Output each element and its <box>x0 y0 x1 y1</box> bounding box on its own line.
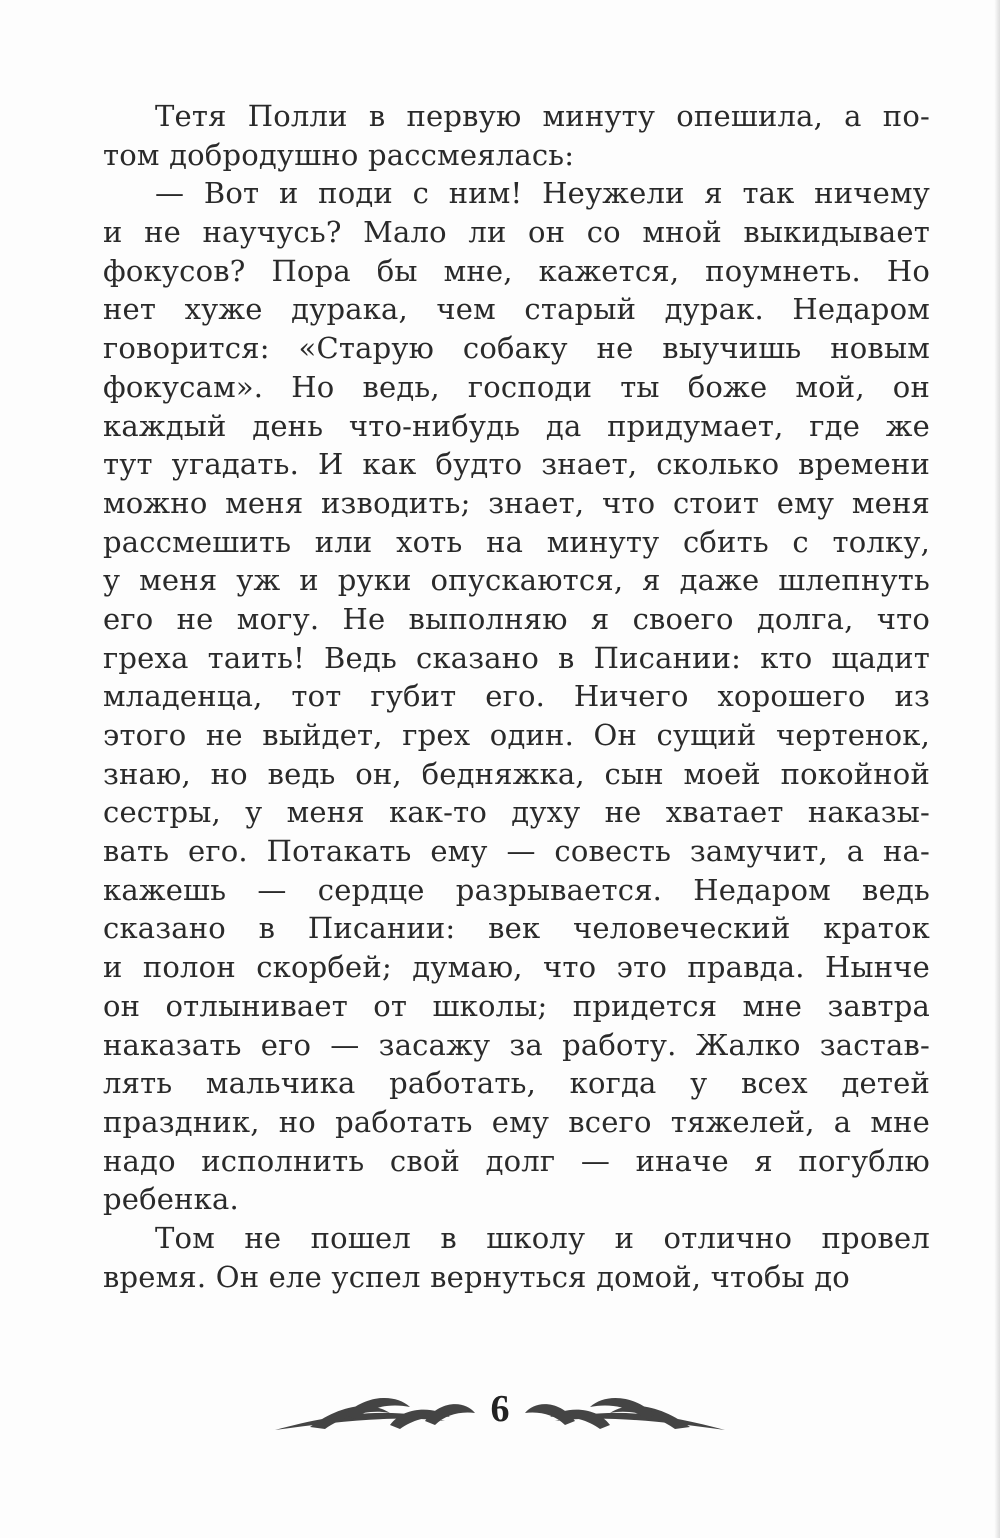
text-line: Том не пошел в школу и отлично провел <box>155 1220 930 1255</box>
text-line: время. Он еле успел вернуться домой, чтобы до <box>103 1259 850 1294</box>
page-footer <box>270 1385 730 1445</box>
page-edge-shadow <box>994 0 1000 1538</box>
text-line: он отлынивает от школы; придется мне завтра <box>103 988 930 1023</box>
text-line: праздник, но работать ему всего тяжелей, а мне <box>103 1104 930 1139</box>
text-line: и полон скорбей; думаю, что это правда. Нынче <box>103 950 930 985</box>
text-line: надо исполнить свой долг — иначе я погублю <box>103 1143 930 1178</box>
text-line: и не научусь? Мало ли он со мной выкидывает <box>103 215 930 250</box>
text-line: знаю, но ведь он, бедняжка, сын моей покойной <box>103 756 930 791</box>
text-line: кажешь — сердце разрывается. Недаром ведь <box>103 872 930 907</box>
text-line: его не могу. Не выполняю я своего долга, что <box>103 601 930 636</box>
page-body-text <box>103 97 930 1296</box>
text-line: каждый день что-нибудь да придумает, где же <box>103 408 930 443</box>
text-line: наказать его — засажу за работу. Жалко застав- <box>103 1027 930 1062</box>
text-line: лять мальчика работать, когда у всех детей <box>103 1066 930 1101</box>
text-line: сестры, у меня как-то духу не хватает наказы- <box>103 795 930 830</box>
text-line: рассмешить или хоть на минуту сбить с толку, <box>103 524 930 559</box>
text-line: можно меня изводить; знает, что стоит ему меня <box>103 485 930 520</box>
page-number: 6 <box>490 1388 510 1430</box>
text-line: у меня уж и руки опускаются, я даже шлепнуть <box>103 563 930 598</box>
text-line: нет хуже дурака, чем старый дурак. Недаром <box>103 292 930 327</box>
text-line: говорится: «Старую собаку не выучишь новым <box>103 331 930 366</box>
text-line: тут угадать. И как будто знает, сколько времени <box>103 447 930 482</box>
text-line: ребенка. <box>103 1182 239 1217</box>
text-line: фокусов? Пора бы мне, кажется, поумнеть. Но <box>103 253 930 288</box>
text-line: греха таить! Ведь сказано в Писании: кто щадит <box>103 640 930 675</box>
text-line: — Вот и поди с ним! Неужели я так ничему <box>155 176 930 211</box>
text-line: фокусам». Но ведь, господи ты боже мой, он <box>103 369 930 404</box>
text-line: младенца, тот губит его. Ничего хорошего из <box>103 679 930 714</box>
text-line: том добродушно рассмеялась: <box>103 137 575 172</box>
text-line: Тетя Полли в первую минуту опешила, а по- <box>155 99 930 133</box>
text-line: вать его. Потакать ему — совесть замучит, а на- <box>103 834 930 869</box>
text-line: сказано в Писании: век человеческий краток <box>103 911 930 946</box>
text-line: этого не выйдет, грех один. Он сущий чертенок, <box>103 718 930 752</box>
